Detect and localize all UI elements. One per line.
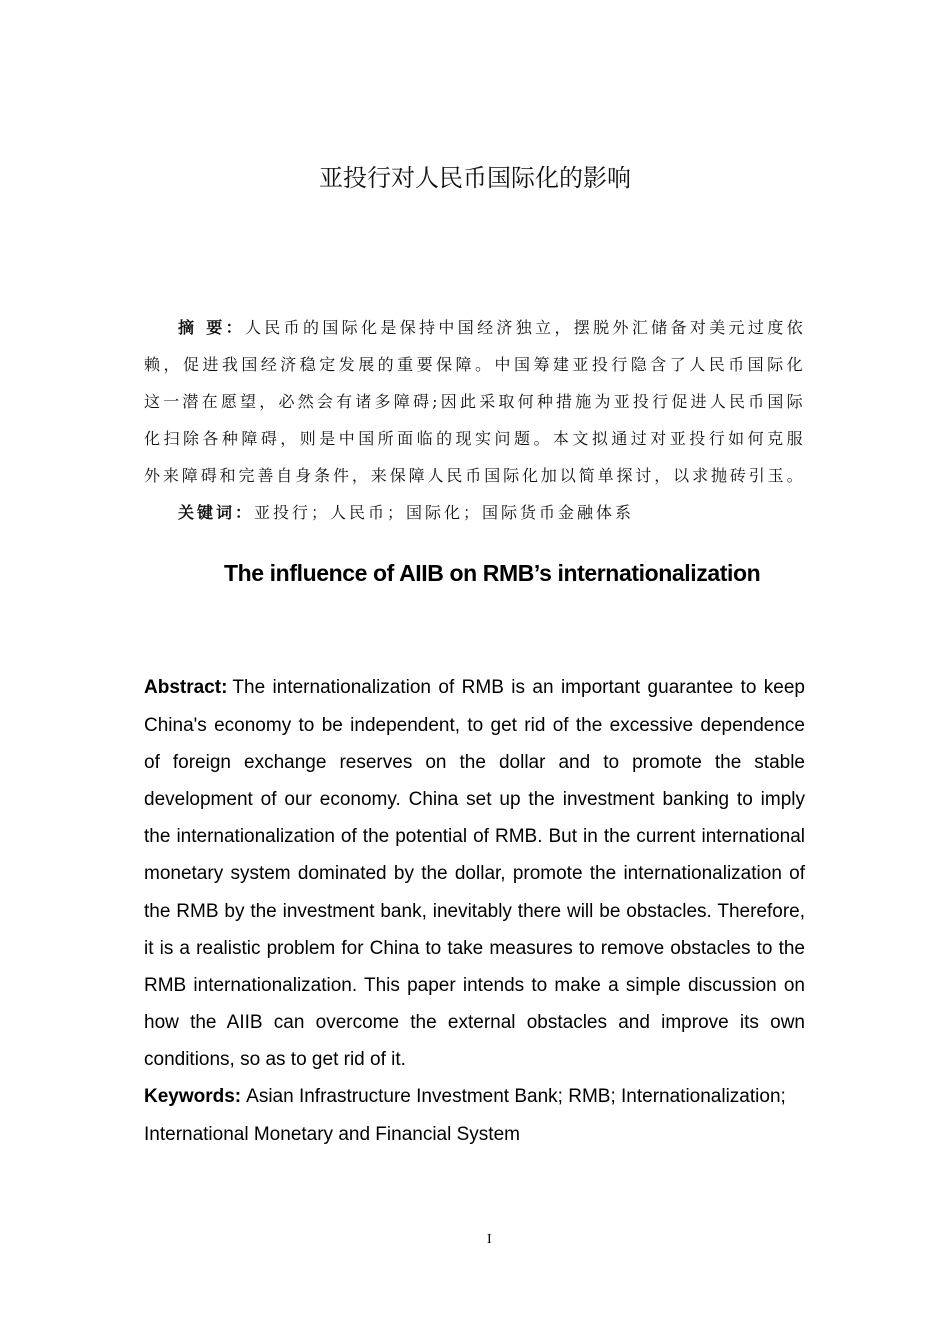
english-abstract-line: China's economy to be independent, to get rid of the excessive dependence [144, 714, 805, 736]
english-abstract-line: of foreign exchange reserves on the dollar and to promote the stable [144, 751, 805, 773]
page-number: I [487, 1232, 492, 1247]
english-keywords-text: Asian Infrastructure Investment Bank; RMB; Internationalization; [246, 1086, 786, 1108]
english-abstract-line: conditions, so as to get rid of it. [144, 1049, 406, 1071]
chinese-abstract-line: 这一潜在愿望，必然会有诸多障碍;因此采取何种措施为亚投行促进人民币国际 [144, 391, 805, 411]
chinese-abstract [144, 309, 805, 531]
chinese-abstract-line: 赖，促进我国经济稳定发展的重要保障。中国筹建亚投行隐含了人民币国际化 [144, 354, 805, 374]
english-abstract-line: the RMB by the investment bank, inevitably there will be obstacles. Therefore, [144, 900, 805, 922]
chinese-keywords [144, 494, 805, 531]
chinese-keywords-text: 亚投行；人民币；国际化；国际货币金融体系 [254, 502, 635, 522]
english-abstract-line: monetary system dominated by the dollar, promote the internationalization of [144, 863, 805, 885]
english-abstract-line: how the AIIB can overcome the external obstacles and improve its own [144, 1012, 805, 1034]
chinese-abstract-line [144, 309, 805, 346]
english-keywords-continued: International Monetary and Financial System [144, 1123, 520, 1145]
english-abstract-text: The internationalization of RMB is an important guarantee to keep [232, 677, 805, 699]
english-abstract-line: it is a realistic problem for China to take measures to remove obstacles to the [144, 937, 805, 959]
english-abstract-line: RMB internationalization. This paper intends to make a simple discussion on [144, 974, 805, 996]
english-title: The influence of AIIB on RMB’s internationalization [224, 560, 761, 586]
english-abstract [144, 669, 805, 1152]
english-keywords-label: Keywords: [144, 1086, 242, 1108]
english-abstract-line: the internationalization of the potential of RMB. But in the current international [144, 826, 805, 848]
english-abstract-line [144, 669, 805, 706]
chinese-title: 亚投行对人民币国际化的影响 [319, 164, 631, 192]
english-keywords [144, 1078, 805, 1115]
chinese-abstract-line: 化扫除各种障碍，则是中国所面临的现实问题。本文拟通过对亚投行如何克服 [144, 428, 805, 448]
english-abstract-line: development of our economy. China set up the investment banking to imply [144, 788, 805, 810]
chinese-abstract-line: 外来障碍和完善自身条件，来保障人民币国际化加以简单探讨，以求抛砖引玉。 [144, 465, 805, 485]
chinese-abstract-text: 人民币的国际化是保持中国经济独立，摆脱外汇储备对美元过度依 [244, 317, 805, 337]
chinese-abstract-label: 摘 要： [178, 317, 245, 337]
chinese-keywords-label: 关键词： [178, 502, 255, 522]
english-abstract-label: Abstract: [144, 677, 228, 699]
